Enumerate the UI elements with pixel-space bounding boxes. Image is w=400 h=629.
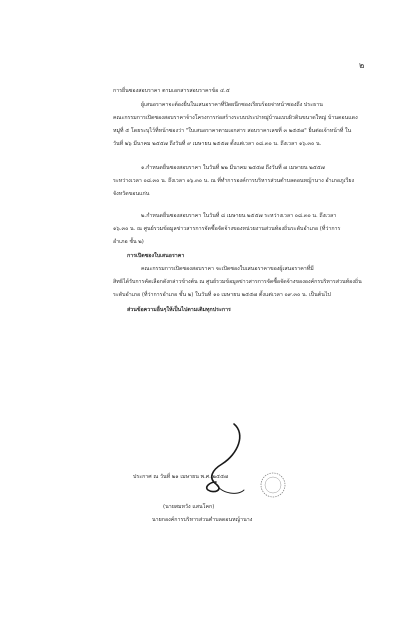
section-heading-bid-submission: การยื่นซองสอบราคา ตามเอกสารสอบราคาข้อ ๔.๕	[113, 88, 230, 94]
official-seal-icon	[258, 470, 288, 500]
paragraph-line: ๑๖.๓๐ น. ณ ศูนย์รวมข้อมูลข่าวสารการจัดซื้อจัดจ้างของหน่วยงานส่วนท้องถิ่นระดับอำเภอ (ที่ว่าการ	[113, 226, 341, 232]
paragraph-line: ระหว่างเวลา ๐๘.๓๐ น. ถึงเวลา ๑๖.๓๐ น. ณ ที่ทำการองค์การบริหารส่วนตำบลดอนหญ้านาง อำเภอภูเวียง	[113, 178, 355, 184]
closing-statement: ส่วนข้อความอื่นๆให้เป็นไปตามเดิมทุกประการ	[127, 307, 231, 313]
paragraph-line: จังหวัดขอนแก่น	[113, 191, 150, 197]
paragraph-line: ๒.กำหนดยื่นซองสอบราคา ในวันที่ ๘ เมษายน ๒๕๕๗ ระหว่างเวลา ๐๘.๓๐ น. ถึงเวลา	[141, 213, 337, 219]
paragraph-line: ๑.กำหนดยื่นซองสอบราคา ในวันที่ ๒๒ มีนาคม ๒๕๕๗ ถึงวันที่ ๗ เมษายน ๒๕๕๗	[141, 165, 325, 171]
paragraph-line: สิทธิได้รับการคัดเลือกดังกล่าวข้างต้น ณ ศูนย์รวมข้อมูลข่าวสารการจัดซื้อจัดจ้างขององค์กรบริหารส่วนท้องถิ่น	[113, 279, 362, 285]
signer-title: นายกองค์การบริหารส่วนตำบลดอนหญ้านาง	[152, 517, 253, 523]
paragraph-line: ผู้เสนอราคาจะต้องยื่นในเสนอราคาที่ปิดผนึกซองเรียบร้อยจ่าหน้าซองถึง ประธาน	[141, 102, 323, 108]
announcement-date: ประกาศ ณ วันที่ ๒๑ เมษายน พ.ศ. ๒๕๕๗	[133, 474, 229, 480]
paragraph-line: อำเภอ ชั้น ๒)	[113, 239, 144, 245]
paragraph-line: ระดับอำเภอ (ที่ว่าการอำเภอ ชั้น ๒) ในวันที่ ๑๐ เมษายน ๒๕๕๗ ตั้งแต่เวลา ๐๙.๓๐ น. เป็นต้นไป	[113, 292, 331, 298]
paragraph-line: คณะกรรมการเปิดซองสอบราคา จะเปิดซองใบเสนอราคาของผู้เสนอราคาที่มี	[141, 266, 314, 272]
paragraph-line: คณะกรรมการเปิดซองสอบราคาจ้างโครงการก่อสร้างระบบประปาหมู่บ้านแบบผิวดินขนาดใหญ่ บ้านดอนแดง	[113, 115, 358, 121]
section-heading-bid-opening: การเปิดซองใบเสนอราคา	[127, 253, 185, 259]
signer-name: (นายสมหวัง แสนโคก)	[163, 504, 215, 510]
paragraph-line: หมู่ที่ ๕ โดยระบุไว้ที่หน้าซองว่า "ใบเสนอราคาตามเอกสาร สอบราคาเลขที่ ๓ ๒๕๕๗" ยื่นต่อเจ้าหน้าที่ ใน	[113, 128, 352, 134]
paragraph-line: วันที่ ๒๖ มีนาคม ๒๕๕๗ ถึงวันที่ ๙ เมษายน ๒๕๕๗ ตั้งแต่เวลา ๐๘.๓๐ น. ถึงเวลา ๑๖.๓๐ น.	[113, 141, 322, 147]
handwritten-signature	[186, 420, 256, 500]
page-number: ๒	[359, 61, 365, 70]
